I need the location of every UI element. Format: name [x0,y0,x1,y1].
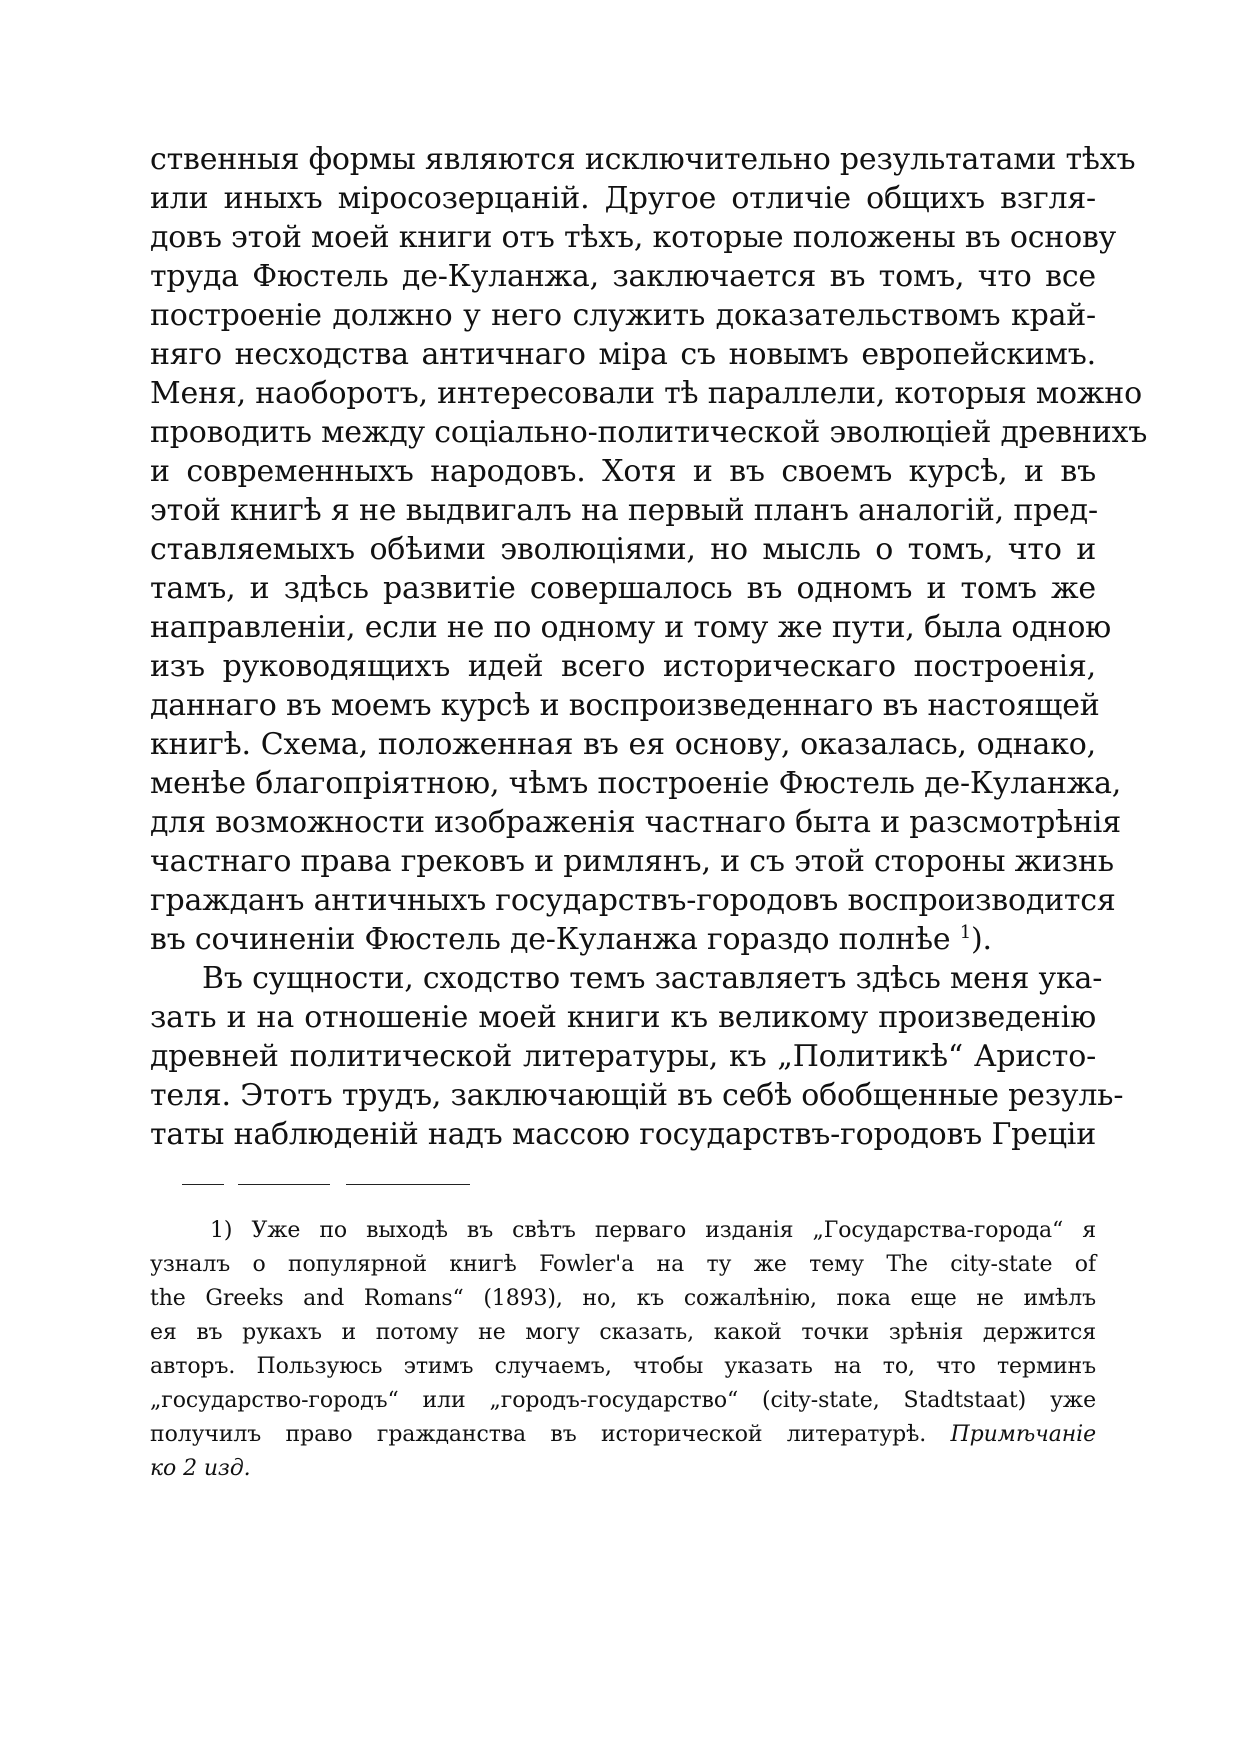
text-line: и современныхъ народовъ. Хотя и въ своемъ курсѣ, и въ [150,454,1096,489]
text-line: ставляемыхъ обѣими эволюціями, но мысль о томъ, что и [150,532,1096,567]
footnote-line: узналъ о популярной книгѣ Fowler'a на ту же тему The city-state of [150,1252,1096,1277]
text-line: книгѣ. Схема, положенная въ ея основу, оказалась, однако, [150,727,1096,762]
separator-dash [238,1184,330,1185]
text-line: для возможности изображенія частнаго быта и разсмотрѣнія [150,805,1121,840]
text-line: проводить между соціально-политической эволюціей древнихъ [150,415,1148,450]
footnote-line: ея въ рукахъ и потому не могу сказать, какой точки зрѣнія держится [150,1320,1096,1345]
footnote-marker: 1) [210,1218,233,1243]
page [150,140,1148,1486]
text-line: этой книгѣ я не выдвигалъ на первый планъ аналогій, пред- [150,493,1098,528]
text-line: направленіи, если не по одному и тому же пути, была одною [150,610,1112,645]
footnote-line: авторъ. Пользуюсь этимъ случаемъ, чтобы указать на то, что терминъ [150,1354,1096,1379]
text-line: таты наблюденій надъ массою государствъ-городовъ Греціи [150,1117,1096,1152]
text-line: труда Фюстель де-Куланжа, заключается въ томъ, что все [150,259,1096,294]
footnote-line: the Greeks and Romans“ (1893), но, къ сожалѣнію, пока еще не имѣлъ [150,1286,1096,1311]
footnote-text: Уже по выходѣ въ свѣтъ перваго изданія „Государства-города“ я [251,1218,1096,1243]
text-line: менѣе благопріятною, чѣмъ построеніе Фюстель де-Куланжа, [150,766,1122,801]
footnote-line [150,1214,1096,1248]
footnote-line [150,1418,1096,1452]
text-line: построеніе должно у него служить доказательствомъ край- [150,298,1096,333]
text-line: няго несходства античнаго міра съ новымъ европейскимъ. [150,337,1096,372]
footnote-separator [150,1154,1096,1214]
paragraph-start-line: Въ сущности, сходство темъ заставляетъ здѣсь меня ука- [202,961,1103,996]
text-line: ственныя формы являются исключительно результатами тѣхъ [150,142,1136,177]
text-line: изъ руководящихъ идей всего историческаго построенія, [150,649,1096,684]
footnote-reference: 1 [959,922,972,943]
text-line-content: въ сочиненіи Фюстель де-Куланжа гораздо полнѣе [150,922,951,957]
text-line: древней политической литературы, къ „Политикѣ“ Аристо- [150,1039,1096,1074]
text-line: или иныхъ міросозерцаній. Другое отличіе общихъ взгля- [150,181,1096,216]
text-line-end: ). [971,922,992,957]
text-line: довъ этой моей книги отъ тѣхъ, которые положены въ основу [150,220,1117,255]
footnote-note-edition: ко 2 изд. [150,1456,251,1481]
text-line-with-footnote-ref [150,920,1096,959]
separator-dash [182,1184,224,1185]
footnote [150,1214,1096,1486]
text-line: тамъ, и здѣсь развитіе совершалось въ одномъ и томъ же [150,571,1096,606]
text-line: теля. Этотъ трудъ, заключающій въ себѣ обобщенные резуль- [150,1078,1124,1113]
text-line: зать и на отношеніе моей книги къ великому произведенію [150,1000,1096,1035]
main-text [150,140,1148,1154]
text-line: Меня, наоборотъ, интересовали тѣ параллели, которыя можно [150,376,1142,411]
footnote-text: получилъ право гражданства въ исторической литературѣ. [150,1422,927,1447]
text-line: частнаго права грековъ и римлянъ, и съ этой стороны жизнь [150,844,1114,879]
text-line: даннаго въ моемъ курсѣ и воспроизведеннаго въ настоящей [150,688,1100,723]
footnote-line: „государство-городъ“ или „городъ-государство“ (city-state, Stadtstaat) уже [150,1388,1096,1413]
text-line: гражданъ античныхъ государствъ-городовъ воспроизводится [150,883,1116,918]
separator-dash [346,1184,470,1185]
footnote-note-label: Примѣчаніе [950,1422,1096,1447]
